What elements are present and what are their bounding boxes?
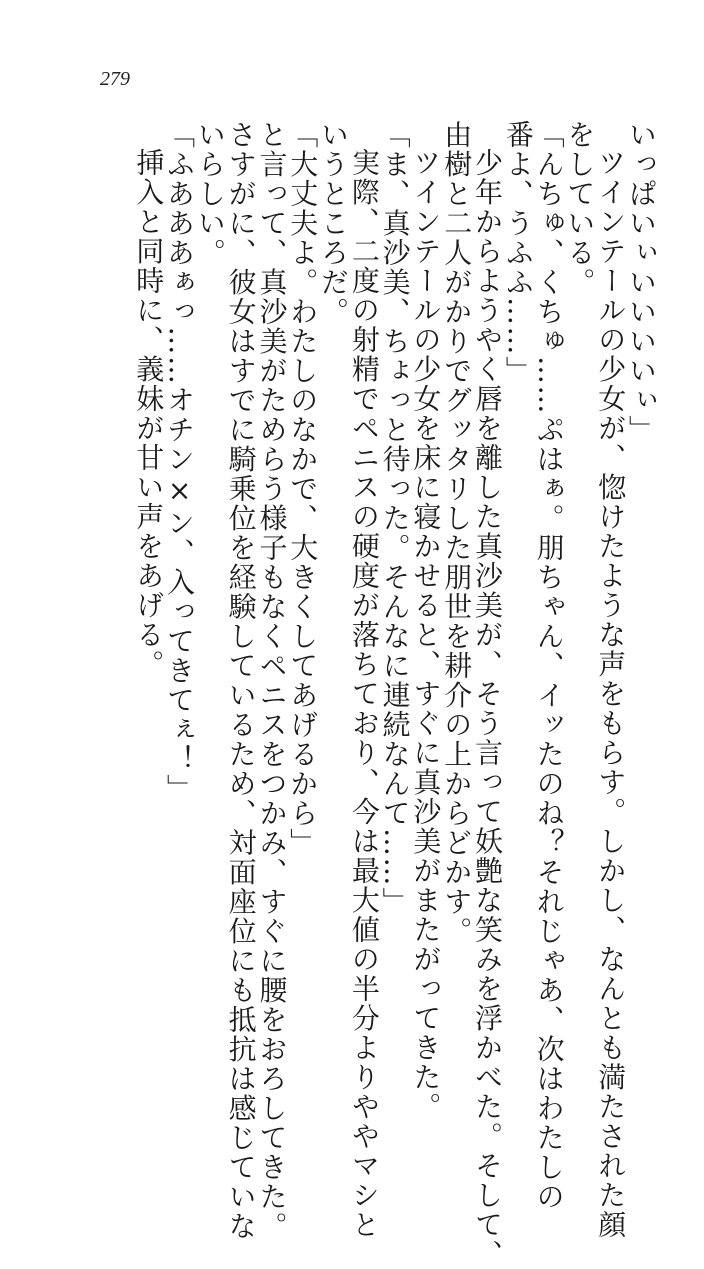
text-line: ツインテールの少女を床に寝かせると、すぐに真沙美がまたがってきた。 bbox=[409, 148, 443, 1122]
text-line: いっぱいぃいいいいぃ」 bbox=[625, 120, 658, 445]
vertical-text-body bbox=[96, 120, 658, 1269]
text-line: と言って、真沙美がためらう様子もなくペニスをつかみ、すぐに腰をおろしてきた。 bbox=[255, 120, 289, 1241]
text-line: いうところだ。 bbox=[317, 120, 351, 327]
text-line: 「んちゅ、くちゅ……ぷはぁ。朋ちゃん、イッたのね？それじゃあ、次はわたしの bbox=[532, 120, 566, 1212]
text-line: 実際、二度の射精でペニスの硬度が落ちており、今は最大値の半分よりややマシと bbox=[347, 148, 381, 1240]
text-line: 「ま、真沙美、ちょっと待った。そんなに連続なんて……」 bbox=[378, 120, 412, 917]
text-line: 「ふあああぁっ……オチン×ン、入ってきてぇ！」 bbox=[163, 120, 197, 804]
text-line: をしている。 bbox=[563, 120, 597, 297]
text-line: さすがに、彼女はすでに騎乗位を経験しているため、対面座位にも抵抗は感じていな bbox=[224, 120, 258, 1241]
text-line: 由樹と二人がかりでグッタリした朋世を耕介の上からどかす。 bbox=[440, 120, 474, 946]
text-line: ツインテールの少女が、惚けたような声をもらす。しかし、なんとも満たされた顔 bbox=[594, 148, 628, 1240]
text-line: 少年からようやく唇を離した真沙美が、そう言って妖艶な笑みを浮かべた。そして、 bbox=[471, 148, 505, 1269]
text-line: 挿入と同時に、義妹が甘い声をあげる。 bbox=[132, 148, 166, 679]
text-line: いらしい。 bbox=[193, 120, 227, 268]
page-number: 279 bbox=[100, 68, 130, 90]
text-line: 番よ、うふふ……」 bbox=[501, 120, 535, 386]
text-line: 「大丈夫よ。わたしのなかで、大きくしてあげるから」 bbox=[286, 120, 320, 858]
